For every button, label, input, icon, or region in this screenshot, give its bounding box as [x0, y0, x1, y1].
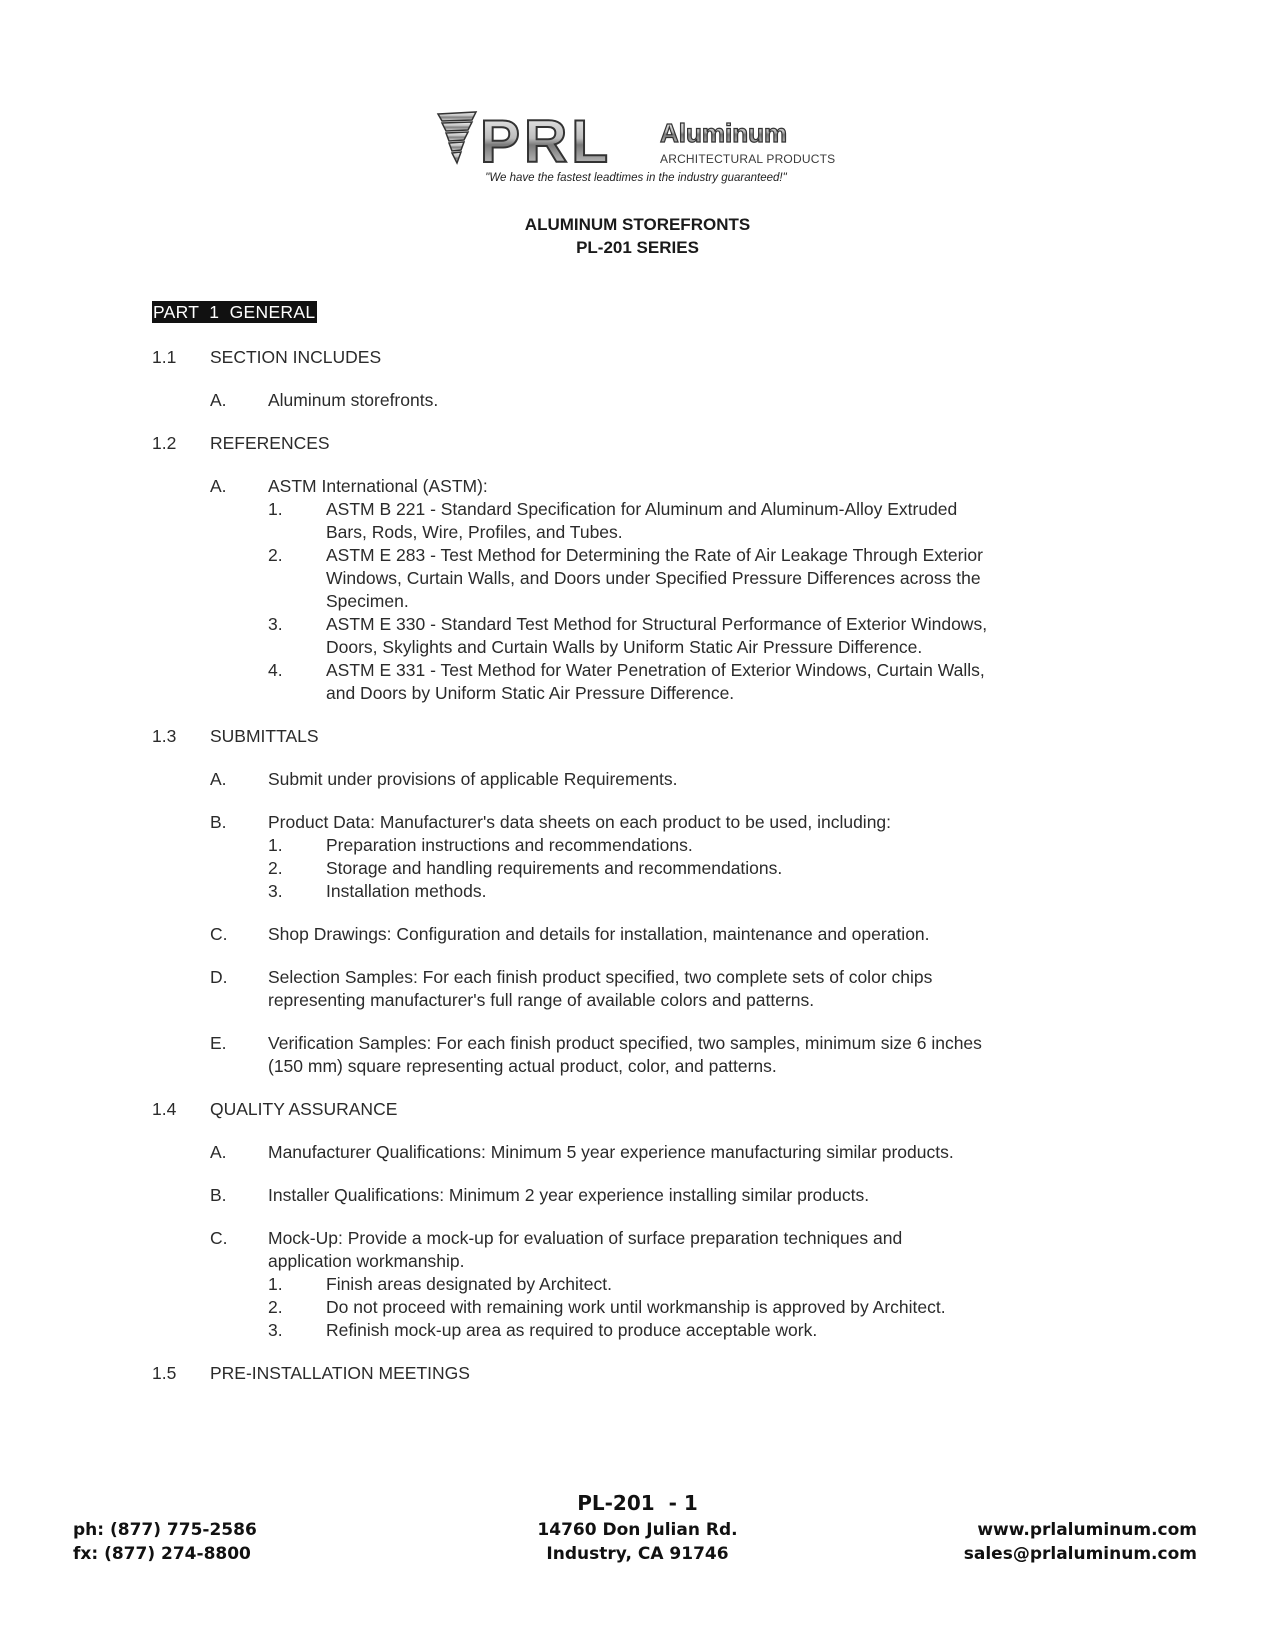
- section-title: QUALITY ASSURANCE: [210, 1099, 398, 1119]
- part-heading: PART 1 GENERAL: [153, 302, 316, 322]
- subitem-text: Storage and handling requirements and recommendations.: [326, 858, 783, 878]
- subitem-number: 1.: [268, 1274, 283, 1294]
- section-number: 1.5: [152, 1363, 177, 1383]
- item-label: A.: [210, 476, 227, 496]
- item-text: representing manufacturer's full range of available colors and patterns.: [268, 990, 815, 1010]
- item-label: A.: [210, 769, 227, 789]
- footer-street: 14760 Don Julian Rd.: [537, 1520, 738, 1540]
- item-label: A.: [210, 390, 227, 410]
- item-text: Submit under provisions of applicable Requirements.: [268, 769, 678, 789]
- item-label: C.: [210, 1228, 228, 1248]
- subitem-text: ASTM E 330 - Standard Test Method for Structural Performance of Exterior Windows,: [326, 614, 988, 634]
- subitem-number: 3.: [268, 1320, 283, 1340]
- subitem-number: 1.: [268, 499, 283, 519]
- subitem-text: Preparation instructions and recommendations.: [326, 835, 693, 855]
- logo-brand-text: PRL: [480, 108, 612, 168]
- item-text: Mock-Up: Provide a mock-up for evaluation of surface preparation techniques and: [268, 1228, 903, 1248]
- subitem-text: ASTM E 283 - Test Method for Determining the Rate of Air Leakage Through Exterior: [326, 545, 983, 565]
- subitem-number: 4.: [268, 660, 283, 680]
- subitem-text: ASTM B 221 - Standard Specification for Aluminum and Aluminum-Alloy Extruded: [326, 499, 958, 519]
- footer-phone: ph: (877) 775-2586: [73, 1520, 257, 1540]
- item-label: D.: [210, 967, 228, 987]
- item-text: Aluminum storefronts.: [268, 390, 439, 410]
- subitem-number: 2.: [268, 545, 283, 565]
- subitem-text: Do not proceed with remaining work until workmanship is approved by Architect.: [326, 1297, 946, 1317]
- section-title: SUBMITTALS: [210, 726, 319, 746]
- item-text: Manufacturer Qualifications: Minimum 5 year experience manufacturing similar products.: [268, 1142, 954, 1162]
- item-text: ASTM International (ASTM):: [268, 476, 488, 496]
- subitem-number: 2.: [268, 858, 283, 878]
- logo-tagline: "We have the fastest leadtimes in the industry guaranteed!": [485, 172, 787, 184]
- footer-fax: fx: (877) 274-8800: [73, 1544, 251, 1564]
- item-text: Verification Samples: For each finish product specified, two samples, minimum size 6 inches: [268, 1033, 982, 1053]
- document-subtitle: PL-201 SERIES: [576, 238, 699, 257]
- subitem-number: 3.: [268, 614, 283, 634]
- item-label: B.: [210, 1185, 227, 1205]
- subitem-text: and Doors by Uniform Static Air Pressure Difference.: [326, 683, 735, 703]
- item-text: Selection Samples: For each finish product specified, two complete sets of color chips: [268, 967, 933, 987]
- section-number: 1.2: [152, 433, 177, 453]
- item-text: (150 mm) square representing actual product, color, and patterns.: [268, 1056, 777, 1076]
- item-label: E.: [210, 1033, 227, 1053]
- item-label: A.: [210, 1142, 227, 1162]
- tornado-icon: [438, 112, 476, 163]
- logo-name-text: Aluminum: [660, 118, 788, 148]
- item-text: Product Data: Manufacturer's data sheets on each product to be used, including:: [268, 812, 892, 832]
- section-title: SECTION INCLUDES: [210, 347, 382, 367]
- footer-website-link[interactable]: www.prlaluminum.com: [977, 1520, 1197, 1540]
- document-title: ALUMINUM STOREFRONTS: [524, 215, 751, 234]
- footer-email-link[interactable]: sales@prlaluminum.com: [963, 1544, 1197, 1564]
- subitem-text: Refinish mock-up area as required to produce acceptable work.: [326, 1320, 818, 1340]
- section-number: 1.3: [152, 726, 177, 746]
- item-text: application workmanship.: [268, 1251, 465, 1271]
- item-label: B.: [210, 812, 227, 832]
- section-number: 1.1: [152, 347, 177, 367]
- subitem-text: ASTM E 331 - Test Method for Water Penetration of Exterior Windows, Curtain Walls,: [326, 660, 985, 680]
- subitem-number: 3.: [268, 881, 283, 901]
- subitem-number: 1.: [268, 835, 283, 855]
- subitem-text: Installation methods.: [326, 881, 487, 901]
- footer-city: Industry, CA 91746: [546, 1544, 729, 1564]
- item-label: C.: [210, 924, 228, 944]
- section-title: REFERENCES: [210, 433, 330, 453]
- item-text: Shop Drawings: Configuration and details for installation, maintenance and operation.: [268, 924, 930, 944]
- section-title: PRE-INSTALLATION MEETINGS: [210, 1363, 470, 1383]
- page-number: PL-201 - 1: [577, 1491, 698, 1515]
- subitem-text: Windows, Curtain Walls, and Doors under Specified Pressure Differences across the: [326, 568, 981, 588]
- subitem-text: Finish areas designated by Architect.: [326, 1274, 612, 1294]
- subitem-text: Bars, Rods, Wire, Profiles, and Tubes.: [326, 522, 623, 542]
- section-number: 1.4: [152, 1099, 177, 1119]
- subitem-text: Specimen.: [326, 591, 409, 611]
- subitem-number: 2.: [268, 1297, 283, 1317]
- subitem-text: Doors, Skylights and Curtain Walls by Uniform Static Air Pressure Difference.: [326, 637, 923, 657]
- item-text: Installer Qualifications: Minimum 2 year experience installing similar products.: [268, 1185, 870, 1205]
- logo-subtitle: ARCHITECTURAL PRODUCTS: [660, 152, 836, 166]
